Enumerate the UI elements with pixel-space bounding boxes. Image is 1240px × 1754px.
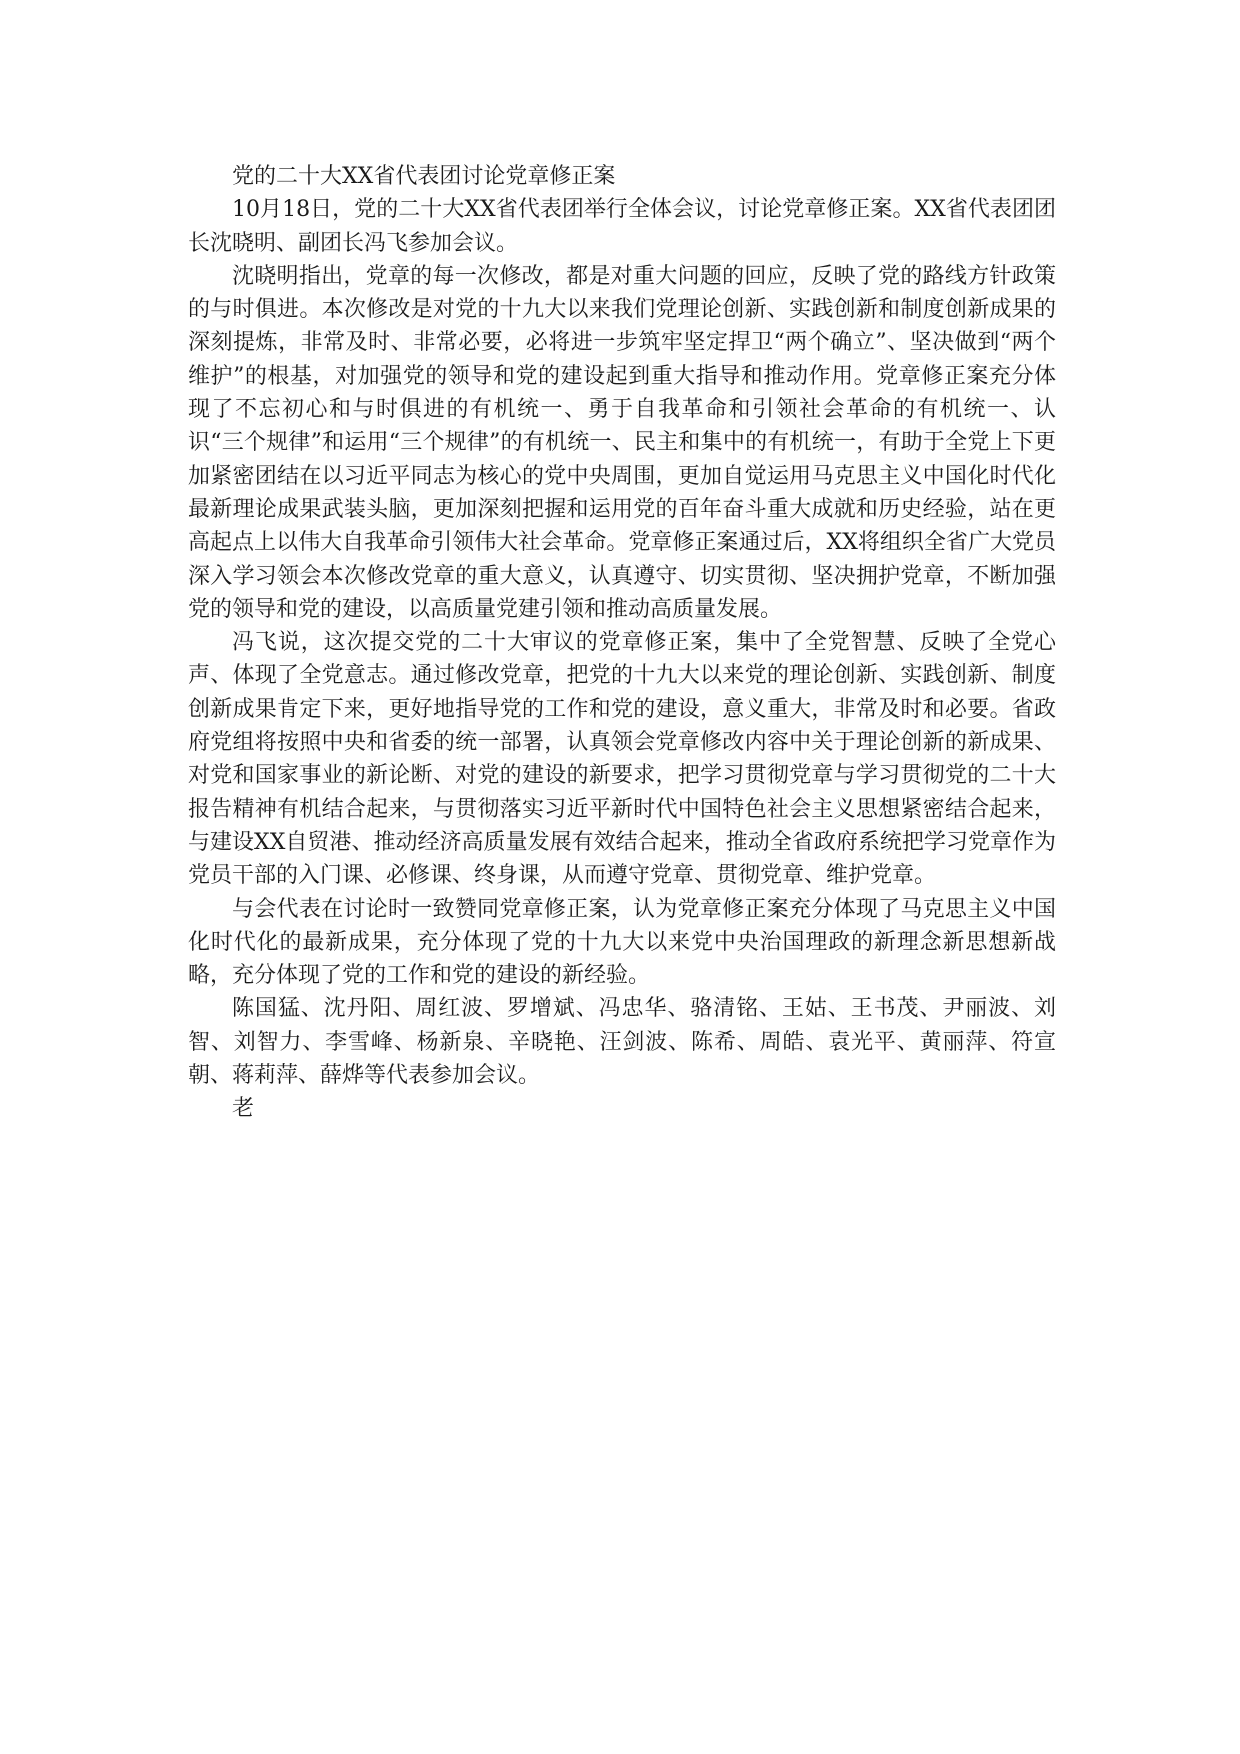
paragraph-feng-fei: 冯飞说，这次提交党的二十大审议的党章修正案，集中了全党智慧、反映了全党心声、体现了全党意志。通过修改党章，把党的十九大以来党的理论创新、实践创新、制度创新成果肯定下来，更好地指导党的工作和党的建设，意义重大，非常及时和必要。省政府党组将按照中央和省委的统一部署，认真领会党章修改内容中关于理论创新的新成果、对党和国家事业的新论断、对党的建设的新要求，把学习贯彻党章与学习贯彻党的二十大报告精神有机结合起来，与贯彻落实习近平新时代中国特色社会主义思想紧密结合起来，与建设XX自贸港、推动经济高质量发展有效结合起来，推动全省政府系统把学习党章作为党员干部的入门课、必修课、终身课，从而遵守党章、贯彻党章、维护党章。 <box>188 630 1056 889</box>
article-title: 党的二十大XX省代表团讨论党章修正案 <box>232 164 616 189</box>
paragraph-attendees: 陈国猛、沈丹阳、周红波、罗增斌、冯忠华、骆清铭、王姑、王书茂、尹丽波、刘智、刘智力、李雪峰、杨新泉、辛晓艳、汪剑波、陈希、周皓、袁光平、黄丽萍、符宣朝、蒋莉萍、薛烨等代表参加会议。 <box>188 996 1056 1089</box>
paragraph-shen-xiaoming: 沈晓明指出，党章的每一次修改，都是对重大问题的回应，反映了党的路线方针政策的与时俱进。本次修改是对党的十九大以来我们党理论创新、实践创新和制度创新成果的深刻提炼，非常及时、非常必要，必将进一步筑牢坚定捍卫“两个确立”、坚决做到“两个维护”的根基，对加强党的领导和党的建设起到重大指导和推动作用。党章修正案充分体现了不忘初心和与时俱进的有机统一、勇于自我革命和引领社会革命的有机统一、认识“三个规律”和运用“三个规律”的有机统一、民主和集中的有机统一，有助于全党上下更加紧密团结在以习近平同志为核心的党中央周围，更加自觉运用马克思主义中国化时代化最新理论成果武装头脑，更加深刻把握和运用党的百年奋斗重大成就和历史经验，站在更高起点上以伟大自我革命引领伟大社会革命。党章修正案通过后，XX将组织全省广大党员深入学习领会本次修改党章的重大意义，认真遵守、切实贯彻、坚决拥护党章，不断加强党的领导和党的建设，以高质量党建引领和推动高质量发展。 <box>188 263 1056 622</box>
paragraph-opening: 10月18日，党的二十大XX省代表团举行全体会议，讨论党章修正案。XX省代表团团长沈晓明、副团长冯飞参加会议。 <box>188 197 1056 256</box>
paragraph-delegates-agree: 与会代表在讨论时一致赞同党章修正案，认为党章修正案充分体现了马克思主义中国化时代化的最新成果，充分体现了党的十九大以来党中央治国理政的新理念新思想新战略，充分体现了党的工作和党的建设的新经验。 <box>188 896 1056 989</box>
paragraph-trailing: 老 <box>232 1096 255 1122</box>
article-body <box>188 160 1056 1126</box>
